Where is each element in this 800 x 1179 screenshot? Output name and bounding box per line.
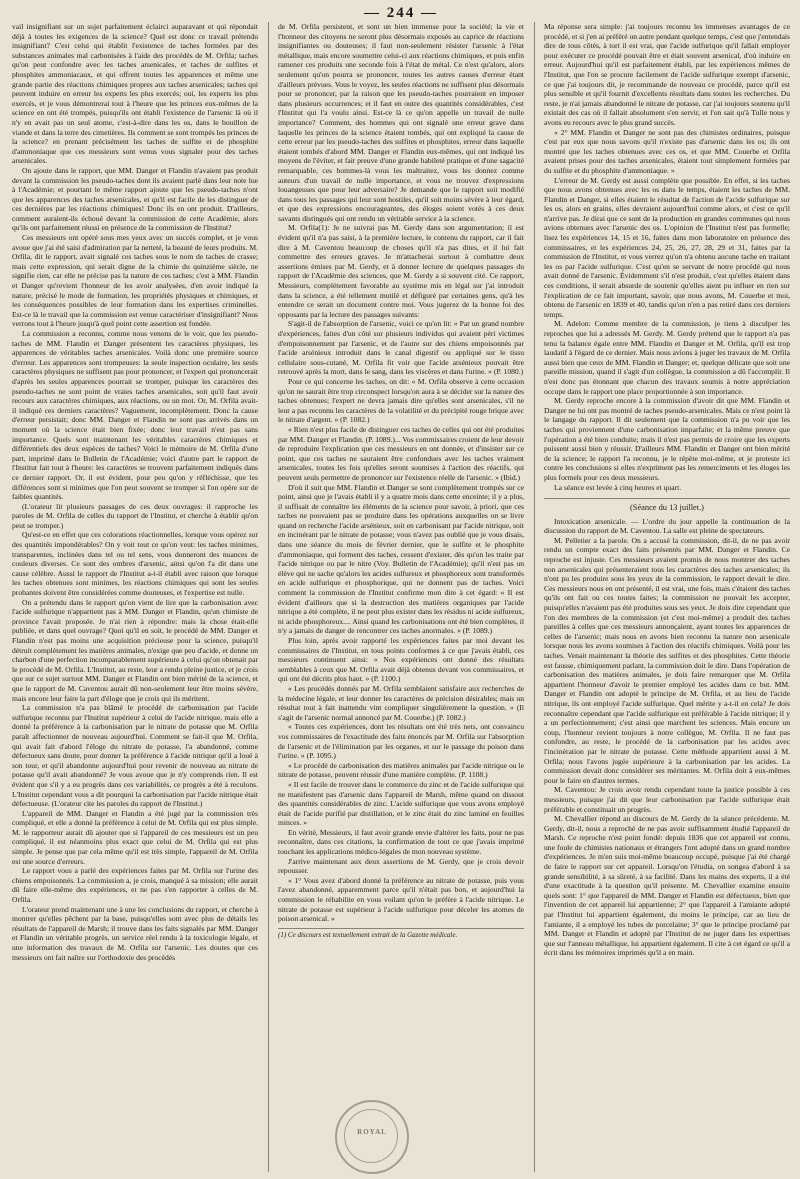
paragraph: L'orateur prend maintenant une à une les conclusions du rapport, et cherche à montrer qu'elles pêchent par la base, puisqu'elles sont avec plus de détails les résultats de l'appareil de Marsh; il trouve dans les faits signalés par MM. Danger et Flandin un véritable progrès, un service réel rendu à la toxicologie légale, et une information des travaux de M. Orfila sur l'arsenic. Les doutes que ces messieurs ont fait naître sur l'orthodoxie des procédés <box>12 904 258 962</box>
paragraph: « Toutes ces expériences, dont les résultats ont été très nets, ont convaincu vos commissaires de l'exactitude des faits énoncés par M. Orfila sur l'absorption de l'arsenic et de l'élimination par les organes, et sur le passage du poison dans l'urine. » (P. 1095.) <box>278 722 524 761</box>
paragraph: D'où il suit que MM. Flandin et Danger se sont complètement trompés sur ce point, ainsi que je l'avais établi il y a quatre mois dans cette enceinte; il y a plus, il suffisait de connaître les éléments de la science pour savoir, à priori, que ces taches ne pouvaient pas se produire dans les opérations auxquelles on se livre quand on recherche l'acide arsénieux, soit en carbonisant par l'acide nitrique, soit en incinérant par le nitrate de potasse; vous n'avez pas oublié que je vous disais, dans une séance du mois de février dernier, que le sulfite et le phosphite d'ammoniaque, qui forment des taches, cessent d'exister, dès qu'on les traite par l'acide nitrique ou par le nitre (Voy. Bulletin de l'Académie); qu'il n'est pas un élève qui ne sache qu'alors les acides sulfureux et phosphoreux sont transformés en acide sulfurique et phosphorique, qui ne donnent pas de taches. Voici comment la commission de l'Institut confirme mon dire à cet égard: « Il est évident d'ailleurs que si la destruction des matières organiques par l'acide nitrique a été complète, il ne peut plus exister dans les résidus ni acide sulfureux, ni acide phosphoreux.... Ainsi quand les carbonisations ont été bien complètes, il n'y a jamais de danger de rencontrer ces taches anormales. » (P. 1089.) <box>278 482 524 636</box>
column-right <box>534 22 790 1172</box>
paragraph: Ma réponse sera simple: j'ai toujours reconnu les immenses avantages de ce procédé, et si j'en ai préféré un autre pendant quelque temps, c'est que j'entendais dire de tous côtés, à tort il est vrai, que l'acide sulfurique qu'il fallait employer pour exécuter ce procédé pouvait être et était souvent arsenical, d'où induire en erreur. Aujourd'hui qu'il est parfaitement établi, par les expériences mêmes de l'Institut, que l'on se procure facilement de l'acide sulfurique exempt d'arsenic, ce que j'ai toujours dit, je recommande de nouveau ce procédé, parce qu'il est plus sensible et qu'il fournit d'excellents résultats dans toutes les recherches. Du reste, je n'ai jamais abandonné le nitrate de potasse, car j'ai toujours soutenu qu'il existait des cas où il fallait absolument s'en servir, et l'on sait qu'à Tulle nous y avons eu recours avec le plus grand succès. <box>544 22 790 127</box>
paragraph: M. Pelletier a la parole. On a accusé la commission, dit-il, de ne pas avoir rendu un compte exact des faits présentés par MM. Danger et Flandin. Ce reproche est injuste. Ces messieurs avaient promis de nous montrer des taches non arsenicales qui présenteraient tous les caractères des taches arsenicales; ils n'ont pu les produire sous les yeux de la commission, le rapport devait le dire. Ces messieurs nous en ont présenté, il est vrai, une fois, mais c'étaient des taches qu'ils ont fait ou ces toutes faites; la commission ne pouvait les accepter, puisqu'elles n'avaient pas été produites sous ses yeux. Je dois dire cependant que l'on des membres de la commission (et c'est moi-même) a produit des taches pareilles à celles que ces messieurs annonçaient, ayant toutes les apparences de celles de l'arsenic; mais nous en avons bien reconnu la nature non arsenicale lorsque nous les avons soumises à l'action des réactifs chimiques. Voilà pour les taches. Venait maintenant la théorie des sulfites et des phosphites. Cette théorie est fausse, chimiquement parlant, la commission doit le dire. Dans l'opération de carbonisation des matières animales, je dois faire remarquer que M. Orfila appartient l'honneur d'avoir le premier employé les acides dans ce but. MM. Danger et Flandin ont adopté le principe de M. Orfila, et au lieu de l'acide nitrique, ils ont employé l'acide sulfurique. Quel mérite y a-t-il en cela? Je dois reconnaître cependant que l'acide sulfurique est préférable à l'acide nitrique; il y a un perfectionnement; c'est ainsi que marchent les sciences. Mais encore un coup, l'honneur revient toujours à notre collègue, M. Orfila. Il ne faut pas confondre, au reste, le procédé de la carbonisation par les acides avec l'incinération par le nitrate de potasse. Cette méthode appartient aussi à M. Orfila; nous l'avons jugée supérieure à la carbonisation par les acides. La commission devait donc considérer ses méritantes. M. Orfila doit à eux-mêmes pour le faire en d'autres termes. <box>544 535 790 785</box>
paragraph: M. Orfila(1): Je ne suivrai pas M. Gerdy dans son argumentation; il est évident qu'il n'a pas saisi, à la première lecture, le contenu du rapport, car il fait dire à M. Caventou beaucoup de choses qu'il n'a pas dites, et il lui fait commettre des erreurs graves. Je m'attacherai surtout à combattre deux assertions émises par M. Gerdy, et à donner lecture de quelques passages du rapport de l'Académie des sciences, que M. Gerdy a si souvent cité. Ce rapport, Messieurs, complètement favorable au système mis en légal sur j'ai introduit dans la science, a été tellement mutilé et défiguré par certaines gens, qu'à les entendre ce serait un document contre moi. Vous jugerez de la bonne foi des opposants par la lecture des passages suivants: <box>278 223 524 319</box>
session-heading: (Séance du 13 juillet.) <box>544 498 790 513</box>
paragraph: On ajoute dans le rapport, que MM. Danger et Flandin n'avaient pas produit devant la commission les pseudo-taches dont ils avaient parlé dans leur note lue à l'Académie; et pourtant le même rapport ajoute que les pseudo-taches n'ont que les apparences des taches arsenicales, et qu'il est facile de les distinguer de ces dernières par les réactions chimiques! Donc ils en ont produit. D'ailleurs, comment auraient-ils échoué devant la commission de cette Académie, alors qu'ils ont parfaitement réussi en présence de la commission de l'Institut? <box>12 165 258 233</box>
paragraph: (L'orateur lit plusieurs passages de ces deux ouvrages: il rapproche les paroles de M. Orfila de celles du rapport de l'Institut, et cherche à établir qu'on peut se tromper.) <box>12 501 258 530</box>
paragraph: « 1° Vous avez d'abord donné la préférence au nitrate de potasse, puis vous l'avez abandonné, apparemment parce qu'il n'était pas bon, et aujourd'hui la commission le réhabilite en vous voilant qu'on le préfère à l'acide nitrique. Le nitrate de potasse est supérieur à l'acide sulfurique pour déceler les atomes de poison arsenical. » <box>278 875 524 924</box>
paragraph: L'erreur de M. Gerdy est aussi complète que possible. En effet, si les taches que nous avons obtenues avec les os dans le temps, étaient les taches de MM. Flandin et Danger, si elles étaient le résultat de l'action de l'acide sulfurique sur les os, alors en grains, elles devraient aujourd'hui comme alors, et c'est ce qu'il n'arrive pas. Je dirai que ce sont de la production en grandes communes qui nous avions obtenues avec l'arsenic des os. L'opinion de l'Institut n'est pas formelle; lisez les expériences 14, 15 et 16, faites dans mon laboratoire en présence des commissaires, et les expériences 24, 25, 26, 27, 28, 29 et 31, faites par la commission de l'Institut, et vous verrez qu'on n'a obtenu aucune tache en traitant les os par l'acide sulfurique. C'est qu'en se servant de notre procédé qui nous avait donné de l'arsenic. Évidemment s'il n'est produit, c'est qu'elles étaient dans ces conditions, il serait absurde de soutenir qu'elles aient pu influer en rien sur l'explication de ce fait important, savoir, que nous avons, M. Couerbe et moi, obtenu de l'arsenic en 1839 et 40, tandis qu'on n'en a pas retiré dans ces derniers temps. <box>544 175 790 319</box>
paragraph: M. Gerdy reproche encore à la commission d'avoir dit que MM. Flandin et Danger ne lui ont pas montré de taches pseudo-arsenicales. Mais ce n'est point là le langage du rapport. Il dit seulement que la commission n'a pu voir que les taches qui proviennent d'une carbonisation imparfaite; et la même preuve que l'opération a été bien conduite; mais il n'est pas permis de croire que les experts puissent aussi bien y réussir. D'ailleurs MM. Flandin et Danger ont bien mérité de la science; le rapport l'a reconnu, je le répète moi-même, et je proteste ici contre les conclusions si elles n'expriment pas les remerciments et les éloges les plus formels pour ces deux messieurs. <box>544 396 790 482</box>
footnote: (1) Ce discours est textuellement extrait de la Gazette médicale. <box>278 928 524 940</box>
paragraph: « Rien n'est plus facile de distinguer ces taches de celles qui ont été produites par MM. Danger et Flandin. (P. 1089.)... Vos commissaires croient de leur devoir de reproduire l'explication que ces messieurs en ont donnée, et d'insister sur ce point, que ces taches ne sauraient être confondues avec les taches vraiment arsenicales, toutes les fois qu'elles seront soumises à l'action des réactifs, qui peuvent seuls permettre de prononcer sur l'existence réelle de l'arsenic. » (Ibid.) <box>278 424 524 482</box>
paragraph: Le rapport vous a parlé des expériences faites par M. Orfila sur l'urine des chiens empoisonnés. La commission a, je crois, manqué à sa mission; elle aurait dû faire elle-même des expériences, et ne pas s'en rapporter à celles de M. Orfila. <box>12 866 258 905</box>
library-stamp <box>335 1100 409 1174</box>
paragraph: « 2° MM. Flandin et Danger ne sont pas des chimistes ordinaires, puisque c'est par eux que nous savons qu'il n'existe pas d'arsenic dans les os; ils ont montré que les taches obtenues avec ces os, et que MM. Couerbe et Orfila avaient prises pour des taches arsenicales, étaient tout simplement formées par du sulfite et du phosphite d'ammoniaque. » <box>544 127 790 175</box>
column-middle <box>268 22 524 1172</box>
paragraph: vail insignifiant sur un sujet parfaitement éclairci auparavant et qui répondait déjà à toutes les exigences de la science? Quel est donc ce travail prétendu insignifiant? C'est celui qui établit l'existence de taches formées par des substances animales mal carbonisées à l'aide des procédés de M. Orfila; taches qu'on peut confondre avec les taches arsenicales, et taches de sulfites et phosphites ammoniacaux, et qui offrent toutes les apparences et même une grande partie des réactions chimiques propres aux taches arsenicales; taches qui peuvent induire en erreur les experts les plus exercés; oui, les experts les plus exercés, et je vous démontrerai tout à l'heure que les princes eux-mêmes de la science en ont été trompés, puisqu'ils ont établi l'existence de l'arsenic là où il n'y en avait pas un seul atome, c'est-à-dire dans les os, dans le bouillon de viande et dans la terre des cimetières. Ils comment se sont trompés les princes de la science? en prenant précisément les taches de sulfite et de phosphite d'ammoniaque que ces messieurs sont venus vous signaler pour des taches arsenicales. <box>12 22 258 166</box>
paragraph: « Les procédés donnés par M. Orfila semblaient satisfaire aux recherches de la médecine légale, et leur donner les caractères de précision désirables; mais un résultat tout à fait inattendu vint compliquer singulièrement la question. » (Il s'agit de l'arsenic normal annoncé par M. Couerbe.) (P. 1082.) <box>278 683 524 722</box>
paragraph: M. Caventou: Je crois avoir rendu cependant toute la justice possible à ces messieurs, puisque j'ai dit que leur carbonisation par l'acide sulfurique était préférable et constituait un progrès. <box>544 785 790 814</box>
paragraph: En vérité, Messieurs, il faut avoir grande envie d'altérer les faits, pour ne pas reconnaître, dans ces citations, la confirmation de tout ce que j'avais imprimé touchant les applications médico-légales de mon nouveau système. <box>278 827 524 857</box>
paragraph: de M. Orfila persistent, et sont un bien immense pour la société; la vie et l'honneur des citoyens ne seront plus désormais exposés au caprice de réactions insignifiantes ou douteuses; il faut non-seulement résister l'arsenic à l'état métallique, mais encore soumettre celui-ci aux réactions chimiques, et puis enfin ramener ces produits une seconde fois à l'état de métal. Ce n'est qu'alors, alors seulement qu'on pourra se prononcer, toutes les autres causes d'erreur étant d'ailleurs prévues. Vous le voyez, les seules réactions ne suffisent plus désormais pour se prononcer, par la raison que les pseudo-taches pourraient en imposer dans plusieurs occurrences; et il faut en outre des quantités considérables, c'est l'Institut qui l'a voulu ainsi. Est-ce là ce qu'on appelle un travail de nulle importance? Comment, des hommes qui ont signalé une erreur grave dans laquelle les princes de la science étaient tombés, qui ont expliqué la cause de cette erreur par les pseudo-taches des sulfites et phosphites, erreur dans laquelle étaient tombés d'abord MM. Danger et Flandin eux-mêmes, qui ont indiqué les moyens de l'éviter, et fait preuve d'une grande habileté pratique et d'une sagacité remarquable, ces hommes-là vous les maltraitez, vous les donnez comme auteurs d'un travail de nulle importance, et vous ne trouvez d'expressions louangeuses que pour leur adversaire? Je demande que le rapport soit modifié dans tous les passages qui leur sont hostiles, qu'il soit moins sévère à leur égard, et que des expressions encourageantes, des éloges soient votés à ces deux savants distingués qui ont rendu un véritable service à la science. <box>278 22 524 223</box>
page-number: — 244 — <box>364 5 438 21</box>
paragraph: M. Adelon: Comme membre de la commission, je tiens à disculper les reproches que lui a adressés M. Gerdy. M. Gerdy prétend que le rapport n'a pas tenu la balance égale entre MM. Flandin et Danger et M. Orfila, qu'il est trop laudatif à l'égard de ce dernier. Mais nous avions à juger les travaux de M. Orfila aussi bien que ceux de MM. Flandin et Danger; et, quelque délicate que soit une pareille mission, quand il s'agit d'un collègue, la commission a dû l'accomplir. Il n'est donc pas étonnant que chacun des travaux soumis à notre appréciation occupe dans le rapport une place proportionnée à son importance. <box>544 319 790 396</box>
paragraph: J'arrive maintenant aux deux assertions de M. Gerdy, que je crois devoir repousser. <box>278 856 524 876</box>
paragraph: Plus loin, après avoir rapporté les expériences faites par moi devant les commissaires de l'Institut, en tous points conformes à ce que j'avais établi, ces messieurs continuent ainsi: « Nos expériences ont donné des résultats semblables à ceux que M. Orfila avait déjà obtenus devant vos commissaires, et qui ont été décrits plus haut. » (P. 1100.) <box>278 636 524 684</box>
paragraph: La commission a reconnu, comme nous venons de le voir, que les pseudo-taches de MM. Flandin et Danger présentent les caractères physiques, les apparences de véritables taches arsenicales. Voilà donc une première source d'erreur. Les apparences sont trompeuses: la seule inspection oculaire, les seuls caractères physiques ne suffisent pas pour prononcer, et l'expert qui prononcerait d'après les seules apparences pourrait se tromper, puisque les caractères des pseudo-taches ne sont point de vraies taches arsenicales, soit qu'il faut avoir recours aux caractères chimiques, aux réactions, ou un mot. Or, M. Orfila avait-il indiqué ces derniers caractères? Vaguement, incomplètement. Donc la cause d'erreur persistait; donc MM. Danger et Flandin ne sont pas arrivés dans un moment où la science était bien fixée; donc leur travail n'est pas sans importance. Quels sont maintenant les véritables caractères chimiques et différentiels des deux espèces de taches? Voici le mémoire de M. Orfila d'une part, imprimé dans le Bulletin de l'Académie; voici d'autre part le rapport de l'Institut fait tout à l'heure: les caractères se trouvent parfaitement indiqués dans ce dernier rapport. Or, il est évident, pour peu qu'on y réfléchisse, que les différences sont si minimes que l'on peut souvent se tromper si l'on opère sur de faibles quantités. <box>12 329 258 502</box>
stamp-label: ROYAL <box>357 1128 387 1136</box>
paragraph: M. Chevallier répond au discours de M. Gerdy de la séance précédente. M. Gerdy, dit-il, nous a reproché de ne pas avoir suffisamment étudié l'appareil de Marsh. Ce reproche n'est point fondé: depuis 1836 que cet appareil est connu, une foule de chimistes nationaux et étrangers l'ont adopté dans un grand nombre d'expériences. Je m'en suis moi-même beaucoup occupé, puisque j'ai été chargé de faire le rapport sur cet appareil. Lorsqu'on l'étudia, on songea d'abord à sa grande sensibilité, à sa sûreté, à sa facilité. Dans les mains des experts, il a été d'une exactitude à la question qu'il présente. M. Chevallier examine ensuite quels sont: 1° que l'appareil de MM. Danger et Flandin est défectueux, bien que l'invention de cet appareil lui appartienne; 2° que l'appareil à l'amiante adopté par l'Institut lui appartient également, du moins le principe, car au lieu de l'amiante, il a employé les tubes de porcelaine; 3° que le principe proclamé par MM. Danger et Flandin et adopté par l'Institut de ne juger dans les expertises que sur l'anneau métallique, lui appartient également. Il cite à cet égard ce qu'il a écrit dans les mémoires imprimés qu'il a en main. <box>544 814 790 958</box>
stamp-inner-ring <box>344 1109 398 1163</box>
paragraph: On a prétendu dans le rapport qu'on vient de lire que la carbonisation avec l'acide sulfurique n'appartient pas à MM. Danger et Flandin, qu'un chimiste de province l'avait proposée. Je n'ai rien à répondre: mais la chose était-elle publiée, et dans quel ouvrage? Quoi qu'il en soit, le procédé de MM. Danger et Flandin n'est pas moins une acquisition précieuse pour la science, puisqu'il détruit complètement les matières animales, n'exige que peu d'acide, et donne un charbon d'une perfection incomparablement supérieure à celui qu'on obtenait par le procédé de M. Orfila. L'Institut, au reste, leur a rendu pleine justice, et je crois que sur ce sujet surtout MM. Danger et Flandin ont bien mérité de la science, et que le rapport de M. Caventou aurait dû non-seulement leur être moins sévère, mais encore leur faire la part d'éloge que je crois qui ils méritent. <box>12 597 258 703</box>
paragraph: Intoxication arsenicale. — L'ordre du jour appelle la continuation de la discussion du rapport de M. Caventou. La salle est pleine de spectateurs. <box>544 516 790 536</box>
paragraph: Ces messieurs ont opéré sous mes yeux avec un succès complet, et je vous avoue que j'ai été saisi d'admiration par la netteté, la beauté de leurs produits. M. Orfila, dit le rapport, avait signalé ces taches sous le nom de taches de crasse; mais cette expression, qui serait digne de la chimie du quinzième siècle, ne signifie rien, car elle ne précise pas la nature de ces taches; c'est à MM. Flandin et Danger qu'revient l'honneur de les avoir analysées, d'en avoir indiqué la nature, précisé le mode de formation, les propriétés physiques et chimiques, et les conséquences possibles de leur formation dans les expertises criminelles. Est-ce là le travail que la commission est venue caractériser d'insignifiant? Nous verrons tout à l'heure jusqu'à quel point cette assertion est fondée. <box>12 233 258 329</box>
paragraph: « Le procédé de carbonisation des matières animales par l'acide nitrique ou le nitrate de potasse, peuvent réussir d'une manière complète. (P. 1108.) <box>278 760 524 780</box>
paragraph: Qu'est-ce en effet que ces colorations réactionnelles, lorsque vous opérez sur des quantités impondérables? On y voit tout ce qu'on veut: les taches minimes, transparentes, inclinées dans tel ou tel sens, vous donneront des nuances de couleurs diverses. Ce sont des ombres d'arsenic, ainsi qu'on l'a dit dans une cause célèbre. Aussi le rapport de l'Institut a-t-il établi avec raison que lorsque les taches obtenues sont minimes, les réactions chimiques qui sont les seules probantes doivent être considérées comme douteuses, et l'expertise est nulle. <box>12 530 258 598</box>
paragraph: La commission n'a pas blâmé le procédé de carbonisation par l'acide sulfurique reconnu par l'Institut supérieur à celui de l'acide nitrique, mais elle a donné la préférence à la carbonisation par le nitrate de potasse que M. Orfila paraît affectionner de nouveau aujourd'hui. Comment se fait-il que M. Orfila, qui avait fait d'abord l'éloge du nitrate de potasse, l'a abandonné, comme défectueux sans doute, pour donner la préférence à l'acide nitrique qu'il a loué à son tour, et qu'il abandonne aujourd'hui pour revenir de nouveau au nitrate de potasse qu'il avait abandonné? Je vous avoue que je n'y comprends rien. Il est évident que s'il y a eu progrès dans ces variabilités, ce progrès a été à reculons. L'Institut cependant vous a dit pourquoi la carbonisation par l'acide nitrique était défectueuse. (L'orateur cite les paroles du rapport de l'Institut.) <box>12 703 258 809</box>
paragraph: L'appareil de MM. Danger et Flandin a été jugé par la commission très compliqué, et elle a donné la préférence à celui de M. Orfila qui est plus simple. M. le rapporteur aurait dû ajouter que si l'appareil de ces messieurs est un peu compliqué, il est néanmoins plus exact que celui de M. Orfila qui est plus simple. Je pense que par cela même qu'il est très simple, l'appareil de M. Orfila est une source d'erreurs. <box>12 808 258 866</box>
paragraph: « Il est facile de trouver dans le commerce du zinc et de l'acide sulfurique qui ne manifestent pas d'arsenic dans l'appareil de Marsh, même quand on dissout des quantités considérables de zinc. L'acide sulfurique que vous avons employé était de l'acide purifié par distillation, et le zinc était du zinc laminé en feuilles minces. » <box>278 779 524 828</box>
paragraph: La séance est levée à cinq heures et quart. <box>554 482 682 492</box>
paragraph: Pour ce qui concerne les taches, on dit: « M. Orfila observe à cette occasion qu'on ne saurait être trop circonspect lorsqu'on aura à se décider sur la nature des taches obtenues; l'expert ne devra jamais dire qu'elles sont arsenicales, s'il ne leur a pas reconnu les caractères de la volatilité et du précipité rouge brique avec le nitrate d'argent. » (P. 1082.) <box>278 376 524 425</box>
paragraph: S'agit-il de l'absorption de l'arsenic, voici ce qu'on lit: « Par un grand nombre d'expériences, faites d'un côté sur plusieurs individus qui avaient péri victimes d'empoisonnement par l'arsenic, et de l'autre sur des chiens empoisonnés par l'acide arsénieux introduit dans le canal digestif ou appliqué sur le tissu cellulaire sous-cutané, M. Orfila fit voir que l'acide arsénieux pouvait être retrouvé après la mort, dans le sang, dans les viscères et dans l'urine. » (P. 1080.) <box>278 319 524 377</box>
column-left <box>12 22 258 1172</box>
text-columns <box>12 22 790 1172</box>
